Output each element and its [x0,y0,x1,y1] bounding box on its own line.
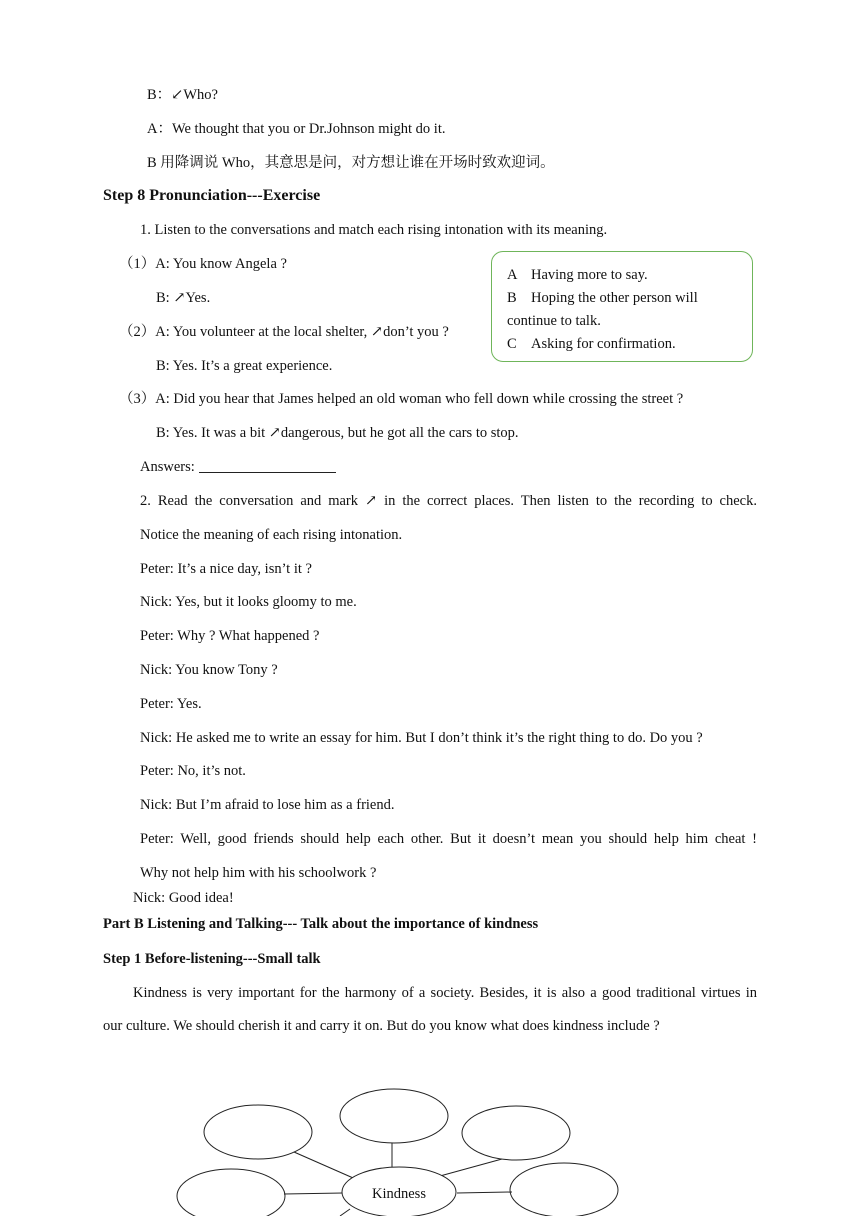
dialogue3-b: B: Yes. It was a bit ↗dangerous, but he got all the cars to stop. [156,425,519,441]
conversation-line: Peter: It’s a nice day, isn’t it ? [140,561,312,577]
mindmap-connector [457,1192,512,1193]
conversation-line: Why not help him with his schoolwork ? [140,865,377,881]
conversation-line: Nick: He asked me to write an essay for him. But I don’t think it’s the right thing to do. Do you ? [140,730,703,746]
part-b-heading: Part B Listening and Talking--- Talk about the importance of kindness [103,916,539,932]
mindmap-connector [340,1209,350,1216]
dialogue1-a: （1）A: You know Angela ? [119,256,287,272]
dialogue-line-b-who: B：↙Who? [147,87,218,103]
option-text: continue to talk. [507,313,601,329]
conversation-line: Nick: Good idea! [133,890,234,906]
conversation-line: Peter: Yes. [140,696,202,712]
mindmap-connector [294,1152,360,1181]
mindmap-empty-bubble[interactable] [204,1105,312,1159]
mindmap-connector [284,1193,343,1194]
exercise2-instruction-line1: 2. Read the conversation and mark ↗ in the correct places. Then listen to the recording to check. [140,493,757,509]
exercise1-instruction: 1. Listen to the conversations and match each rising intonation with its meaning. [140,222,608,238]
option-text: Asking for confirmation. [531,336,676,352]
dialogue2-a: （2）A: You volunteer at the local shelter, ↗don’t you ? [119,324,449,340]
step8-heading: Step 8 Pronunciation---Exercise [103,187,321,204]
mindmap-empty-bubble[interactable] [177,1169,285,1216]
step1-heading: Step 1 Before-listening---Small talk [103,951,321,967]
mindmap-empty-bubble[interactable] [510,1163,618,1216]
mindmap-connector [440,1159,502,1176]
exercise2-instruction-line2: Notice the meaning of each rising intonation. [140,527,403,543]
conversation-line: Nick: But I’m afraid to lose him as a friend. [140,797,395,813]
conversation-line: Peter: Why ? What happened ? [140,628,320,644]
mindmap-center-label: Kindness [372,1186,426,1202]
mindmap-empty-bubble[interactable] [340,1089,448,1143]
answers-label: Answers: [140,459,195,475]
conversation-line: Peter: No, it’s not. [140,763,246,779]
conversation-line: Nick: Yes, but it looks gloomy to me. [140,594,357,610]
dialogue-line-a-thought: A：We thought that you or Dr.Johnson might do it. [147,121,446,137]
paragraph-line2: our culture. We should cherish it and carry it on. But do you know what does kindness include ? [103,1018,660,1034]
dialogue3-a: （3）A: Did you hear that James helped an old woman who fell down while crossing the street ? [119,391,684,407]
option-text: Having more to say. [531,267,648,283]
dialogue2-b: B: Yes. It’s a great experience. [156,358,333,374]
conversation-line: Nick: You know Tony ? [140,662,278,678]
option-letter: C [507,336,517,352]
option-letter: A [507,267,518,283]
option-text: Hoping the other person will [531,290,698,306]
conversation-line: Peter: Well, good friends should help each other. But it doesn’t mean you should help him cheat ! [140,831,757,847]
dialogue1-b: B: ↗Yes. [156,290,211,306]
paragraph-line1: Kindness is very important for the harmony of a society. Besides, it is also a good traditional virtues in [133,985,757,1001]
option-letter: B [507,290,517,306]
chinese-explanation-note: B 用降调说 Who，其意思是问，对方想让谁在开场时致欢迎词。 [147,155,555,171]
mindmap-empty-bubble[interactable] [462,1106,570,1160]
